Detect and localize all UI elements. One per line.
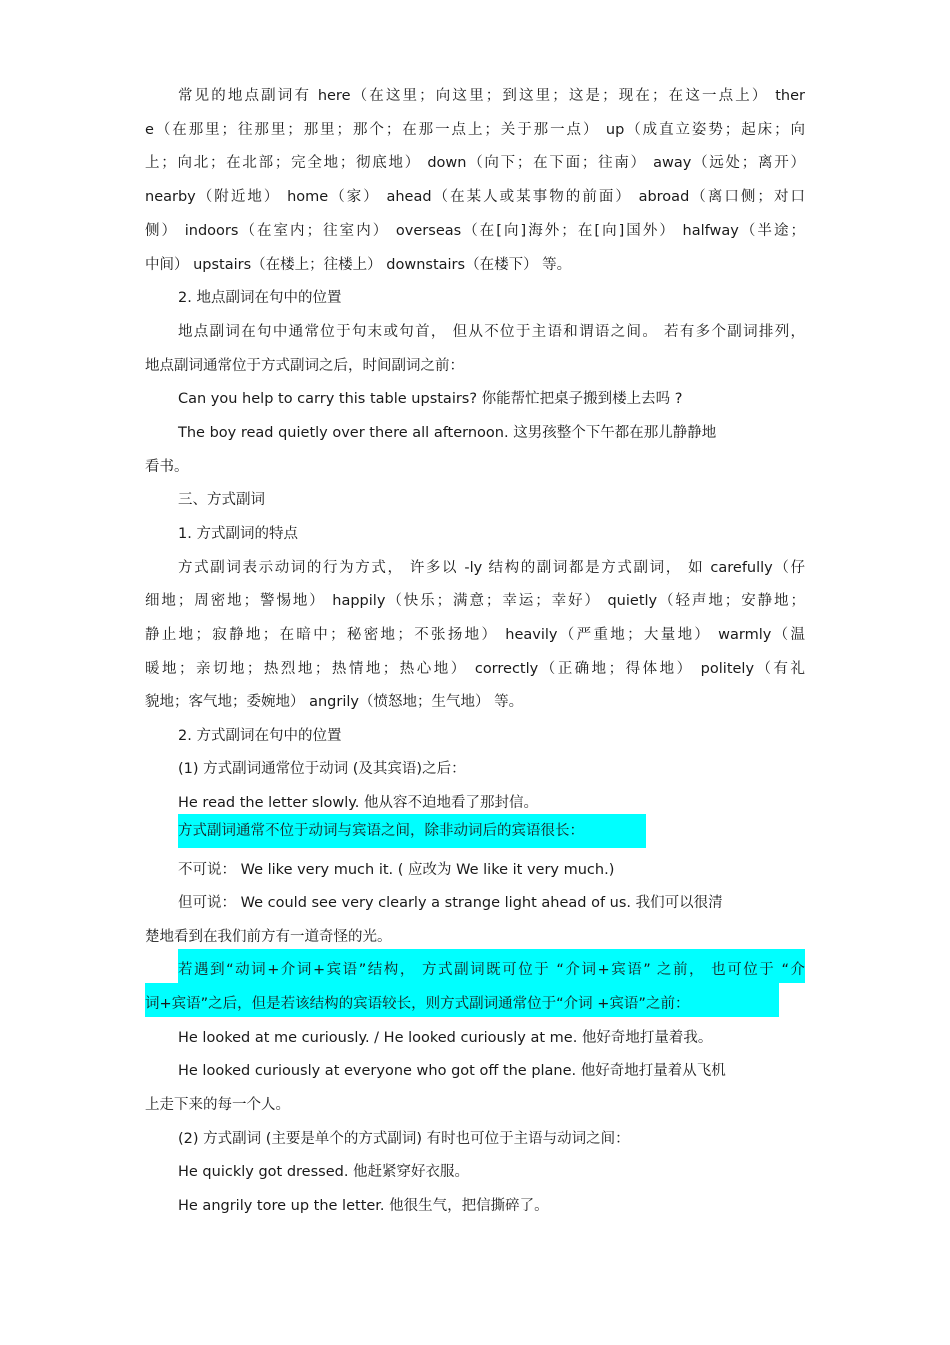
text-line-31: 上走下来的每一个人。 xyxy=(145,1097,290,1113)
example-line-angrily: He angrily tore up the letter. 他很生气，把信撕碎了。 xyxy=(178,1198,549,1214)
text-line-2: e（在那里；往那里；那里；那个；在那一点上；关于那一点） up（成直立姿势；起床；向 xyxy=(145,122,805,138)
rule-line-2: (2) 方式副词 (主要是单个的方式副词) 有时也可位于主语与动词之间： xyxy=(178,1131,630,1147)
example-line-curiously-2: He looked curiously at everyone who got off the plane. 他好奇地打量着从飞机 xyxy=(178,1063,726,1079)
highlighted-line-1: 方式副词通常不位于动词与宾语之间，除非动词后的宾语很长： xyxy=(178,823,584,839)
example-line-quietly: The boy read quietly over there all afternoon. 这男孩整个下午都在那儿静静地 xyxy=(178,425,717,441)
text-line-8: 地点副词在句中通常位于句末或句首， 但从不位于主语和谓语之间。 若有多个副词排列， xyxy=(178,324,805,340)
example-line-curiously-1: He looked at me curiously. / He looked curiously at me. 他好奇地打量着我。 xyxy=(178,1030,713,1046)
text-line-15: 方式副词表示动词的行为方式， 许多以 -ly 结构的副词都是方式副词， 如 carefully（仔 xyxy=(178,560,805,576)
text-line-18: 暖地；亲切地；热烈地；热情地；热心地） correctly（正确地；得体地） politely（有礼 xyxy=(145,661,805,677)
text-line-9: 地点副词通常位于方式副词之后，时间副词之前： xyxy=(145,358,464,374)
example-line-upstairs: Can you help to carry this table upstairs? 你能帮忙把桌子搬到楼上去吗 ? xyxy=(178,391,683,407)
example-line-cannot-say: 不可说： We like very much it. ( 应改为 We like it very much.) xyxy=(178,862,615,878)
subheading-manner-features: 1. 方式副词的特点 xyxy=(178,526,298,542)
text-line-17: 静止地；寂静地；在暗中；秘密地；不张扬地） heavily（严重地；大量地） warmly（温 xyxy=(145,627,805,643)
subheading-manner-position: 2. 方式副词在句中的位置 xyxy=(178,728,342,744)
text-line-5: 侧） indoors（在室内；往室内） overseas（在[向]海外；在[向]国外） halfway（半途； xyxy=(145,223,805,239)
example-line-quickly: He quickly got dressed. 他赶紧穿好衣服。 xyxy=(178,1164,470,1180)
highlighted-line-3: 词+宾语”之后，但是若该结构的宾语较长，则方式副词通常位于“介词 +宾语”之前： xyxy=(145,996,690,1012)
example-line-can-say: 但可说： We could see very clearly a strange light ahead of us. 我们可以很清 xyxy=(178,895,723,911)
text-line-12: 看书。 xyxy=(145,459,189,475)
section-heading-location-position: 2. 地点副词在句中的位置 xyxy=(178,290,342,306)
text-line-6: 中间） upstairs（在楼上；往楼上） downstairs（在楼下） 等。 xyxy=(145,257,572,273)
text-line-1: 常见的地点副词有 here（在这里；向这里；到这里；这是；现在；在这一点上） ther xyxy=(178,88,805,104)
text-line-4: nearby（附近地） home（家） ahead（在某人或某事物的前面） abroad（离口侧；对口 xyxy=(145,189,805,205)
text-line-3: 上；向北；在北部；完全地；彻底地） down（向下；在下面；往南） away（远处；离开） xyxy=(145,155,805,171)
example-line-slowly: He read the letter slowly. 他从容不迫地看了那封信。 xyxy=(178,795,538,811)
highlighted-line-2: 若遇到“动词+介词+宾语”结构， 方式副词既可位于 “介词+宾语” 之前， 也可位于 “介 xyxy=(178,962,805,978)
section-heading-manner-adverbs: 三、方式副词 xyxy=(178,492,265,508)
text-line-26: 楚地看到在我们前方有一道奇怪的光。 xyxy=(145,929,392,945)
text-line-19: 貌地；客气地；委婉地） angrily（愤怒地；生气地） 等。 xyxy=(145,694,524,710)
text-line-16: 细地；周密地；警惕地） happily（快乐；满意；幸运；幸好） quietly（轻声地；安静地； xyxy=(145,593,805,609)
rule-line-1: (1) 方式副词通常位于动词 (及其宾语)之后： xyxy=(178,761,466,777)
